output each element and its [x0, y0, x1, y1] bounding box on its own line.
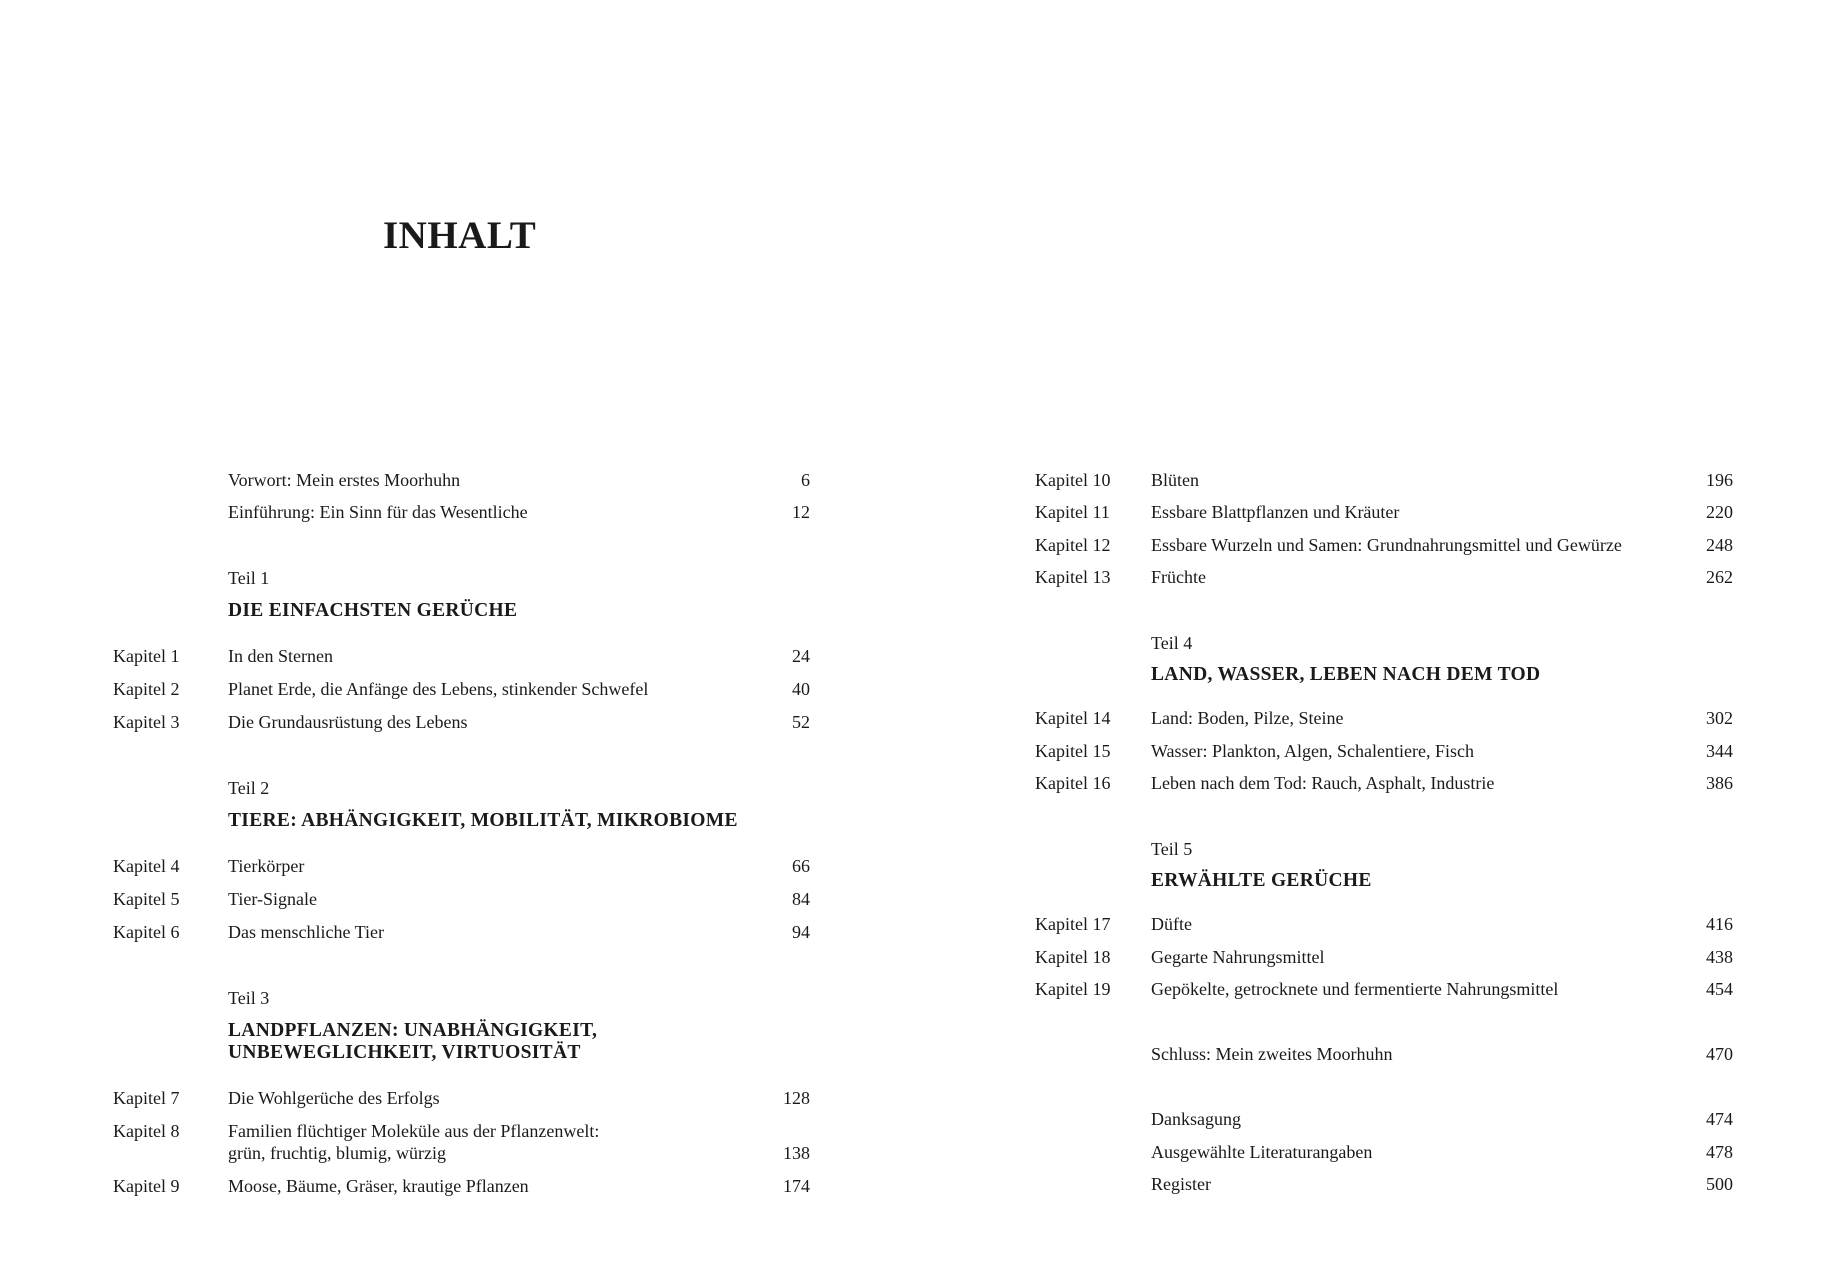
chapter-title: Land: Boden, Pilze, Steine — [1151, 708, 1344, 728]
chapter-label: Kapitel 2 — [113, 679, 180, 699]
chapter-page: 248 — [1706, 535, 1733, 555]
part-heading: LAND, WASSER, LEBEN NACH DEM TOD — [1151, 664, 1541, 685]
chapter-page: 52 — [792, 712, 810, 732]
part-heading: TIERE: ABHÄNGIGKEIT, MOBILITÄT, MIKROBIOME — [228, 810, 738, 831]
part-heading: LANDPFLANZEN: UNABHÄNGIGKEIT, — [228, 1020, 598, 1041]
chapter-page: 416 — [1706, 914, 1733, 934]
chapter-title: Die Wohlgerüche des Erfolgs — [228, 1088, 440, 1108]
chapter-title: Gepökelte, getrocknete und fermentierte Nahrungsmittel — [1151, 979, 1559, 999]
toc-entry-text: Vorwort: Mein erstes Moorhuhn — [228, 470, 461, 490]
chapter-page: 344 — [1706, 741, 1733, 761]
chapter-title: Familien flüchtiger Moleküle aus der Pflanzenwelt: — [228, 1121, 600, 1141]
chapter-label: Kapitel 17 — [1035, 914, 1111, 934]
chapter-label: Kapitel 16 — [1035, 773, 1111, 793]
chapter-title: Tierkörper — [228, 856, 305, 876]
part-heading: ERWÄHLTE GERÜCHE — [1151, 870, 1372, 891]
chapter-page: 220 — [1706, 502, 1733, 522]
chapter-page: 174 — [783, 1176, 810, 1196]
chapter-label: Kapitel 18 — [1035, 947, 1111, 967]
chapter-page: 386 — [1706, 773, 1733, 793]
part-label: Teil 5 — [1151, 839, 1193, 859]
toc-entry-page: 500 — [1706, 1174, 1733, 1194]
chapter-title: Die Grundausrüstung des Lebens — [228, 712, 468, 732]
chapter-label: Kapitel 4 — [113, 856, 180, 876]
toc-entry-page: 6 — [801, 470, 810, 490]
chapter-label: Kapitel 5 — [113, 889, 180, 909]
chapter-label: Kapitel 6 — [113, 922, 180, 942]
chapter-title: Essbare Blattpflanzen und Kräuter — [1151, 502, 1400, 522]
chapter-page: 24 — [792, 646, 810, 666]
chapter-title: Moose, Bäume, Gräser, krautige Pflanzen — [228, 1176, 529, 1196]
chapter-label: Kapitel 13 — [1035, 567, 1111, 587]
toc-entry-text: Register — [1151, 1174, 1211, 1194]
chapter-title: Düfte — [1151, 914, 1192, 934]
page-title: INHALT — [383, 214, 537, 257]
part-label: Teil 1 — [228, 568, 270, 588]
chapter-title: In den Sternen — [228, 646, 333, 666]
chapter-title: Gegarte Nahrungsmittel — [1151, 947, 1325, 967]
toc-entry-page: 478 — [1706, 1142, 1733, 1162]
chapter-title: Wasser: Plankton, Algen, Schalentiere, Fisch — [1151, 741, 1474, 761]
toc-entry-text: Danksagung — [1151, 1109, 1241, 1129]
toc-entry-page: 12 — [792, 502, 810, 522]
chapter-label: Kapitel 12 — [1035, 535, 1111, 555]
chapter-label: Kapitel 19 — [1035, 979, 1111, 999]
chapter-page: 438 — [1706, 947, 1733, 967]
chapter-page: 138 — [783, 1143, 810, 1163]
part-heading: DIE EINFACHSTEN GERÜCHE — [228, 600, 518, 621]
chapter-page: 196 — [1706, 470, 1733, 490]
chapter-page: 94 — [792, 922, 810, 942]
chapter-title: Essbare Wurzeln und Samen: Grundnahrungsmittel und Gewürze — [1151, 535, 1622, 555]
chapter-label: Kapitel 14 — [1035, 708, 1111, 728]
chapter-page: 40 — [792, 679, 810, 699]
part-label: Teil 3 — [228, 988, 270, 1008]
toc-entry-text: Ausgewählte Literaturangaben — [1151, 1142, 1373, 1162]
chapter-page: 128 — [783, 1088, 810, 1108]
part-label: Teil 4 — [1151, 633, 1193, 653]
chapter-page: 454 — [1706, 979, 1733, 999]
toc-entry-page: 474 — [1706, 1109, 1733, 1129]
chapter-title: Das menschliche Tier — [228, 922, 384, 942]
chapter-label: Kapitel 11 — [1035, 502, 1110, 522]
chapter-label: Kapitel 10 — [1035, 470, 1111, 490]
chapter-page: 302 — [1706, 708, 1733, 728]
toc-entry-page: 470 — [1706, 1044, 1733, 1064]
chapter-title: Leben nach dem Tod: Rauch, Asphalt, Industrie — [1151, 773, 1495, 793]
chapter-page: 262 — [1706, 567, 1733, 587]
chapter-label: Kapitel 8 — [113, 1121, 180, 1141]
chapter-title: Tier-Signale — [228, 889, 317, 909]
chapter-title: Früchte — [1151, 567, 1206, 587]
chapter-title: Planet Erde, die Anfänge des Lebens, stinkender Schwefel — [228, 679, 649, 699]
chapter-page: 84 — [792, 889, 810, 909]
chapter-label: Kapitel 1 — [113, 646, 180, 666]
chapter-label: Kapitel 7 — [113, 1088, 180, 1108]
chapter-title: grün, fruchtig, blumig, würzig — [228, 1143, 446, 1163]
part-label: Teil 2 — [228, 778, 270, 798]
chapter-label: Kapitel 3 — [113, 712, 180, 732]
chapter-label: Kapitel 9 — [113, 1176, 180, 1196]
toc-entry-text: Einführung: Ein Sinn für das Wesentliche — [228, 502, 528, 522]
toc-entry-text: Schluss: Mein zweites Moorhuhn — [1151, 1044, 1393, 1064]
chapter-page: 66 — [792, 856, 810, 876]
chapter-title: Blüten — [1151, 470, 1199, 490]
part-heading: UNBEWEGLICHKEIT, VIRTUOSITÄT — [228, 1042, 581, 1063]
chapter-label: Kapitel 15 — [1035, 741, 1111, 761]
